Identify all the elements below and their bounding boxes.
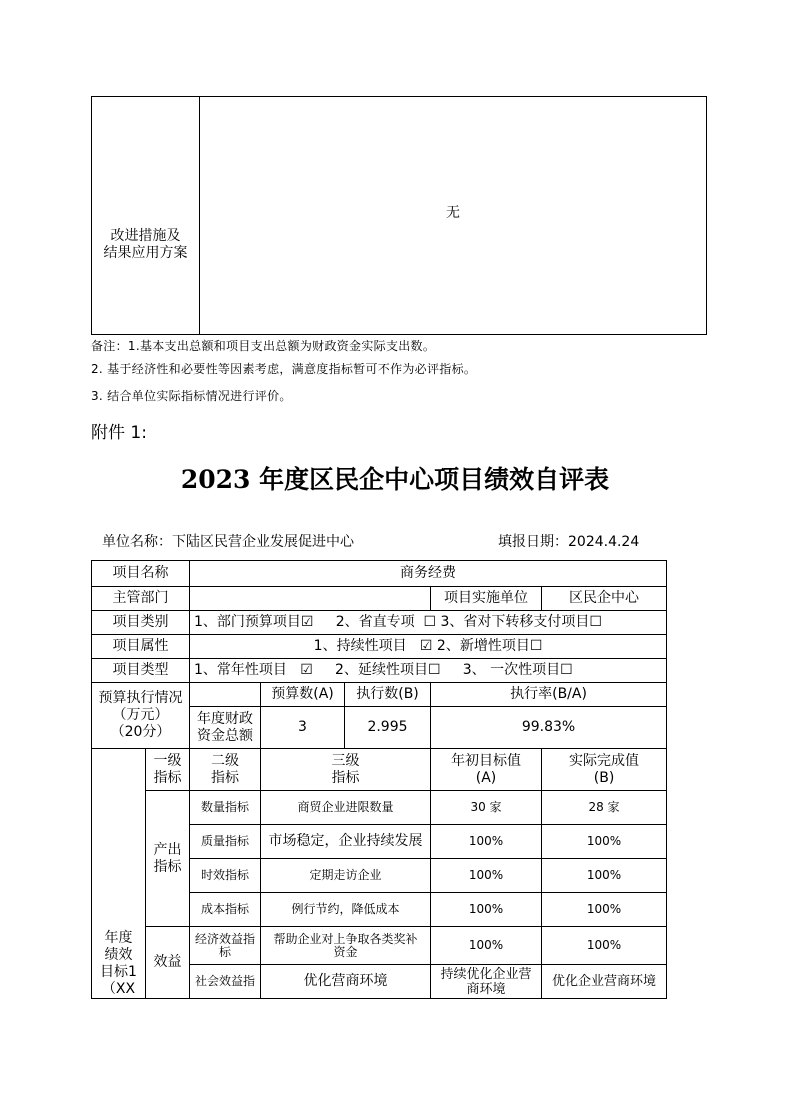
category-label: 项目类别 — [92, 611, 190, 635]
goal-label: 年度 绩效 目标1 （XX — [92, 749, 146, 999]
attr-value: 1、持续性项目 ☑ 2、新增性项目☐ — [190, 635, 667, 659]
budget-header-a: 预算数(A) — [261, 683, 345, 707]
benefit-indicator-label: 效益 — [146, 927, 190, 999]
budget-header-b: 执行数(B) — [345, 683, 431, 707]
note-line-3: 3. 结合单位实际指标情况进行评价。 — [91, 389, 292, 403]
type-label: 项目类型 — [92, 659, 190, 683]
row-actual: 100% — [542, 825, 667, 859]
row-actual: 100% — [542, 927, 667, 965]
fill-date: 填报日期：2024.4.24 — [498, 534, 640, 550]
row-level3: 市场稳定，企业持续发展 — [261, 825, 431, 859]
improvement-value: 无 — [200, 97, 707, 335]
row-level2: 社会效益指 — [190, 965, 261, 999]
row-level3: 商贸企业进限数量 — [261, 791, 431, 825]
output-indicator-label: 产出 指标 — [146, 791, 190, 927]
page-title: 2023 年度区民企中心项目绩效自评表 — [180, 465, 610, 494]
project-name-label: 项目名称 — [92, 561, 190, 587]
annex-label: 附件 1: — [91, 423, 147, 443]
row-actual: 28 家 — [542, 791, 667, 825]
row-target: 100% — [431, 893, 542, 927]
attr-label: 项目属性 — [92, 635, 190, 659]
header-actual: 实际完成值 (B) — [542, 749, 667, 791]
budget-b: 2.995 — [345, 707, 431, 749]
budget-rate: 99.83% — [431, 707, 667, 749]
row-target: 持续优化企业营 商环境 — [431, 965, 542, 999]
type-value: 1、常年性项目 ☑ 2、延续性项目☐ 3、 一次性项目☐ — [190, 659, 667, 683]
header-target: 年初目标值 (A) — [431, 749, 542, 791]
header-level3: 三级 指标 — [261, 749, 431, 791]
row-level2: 成本指标 — [190, 893, 261, 927]
row-level2: 经济效益指 标 — [190, 927, 261, 965]
improvement-label: 改进措施及 结果应用方案 — [92, 97, 200, 335]
row-level3: 例行节约，降低成本 — [261, 893, 431, 927]
row-actual: 100% — [542, 859, 667, 893]
dept-label: 主管部门 — [92, 587, 190, 611]
improvement-table — [91, 96, 707, 335]
row-target: 100% — [431, 859, 542, 893]
budget-label: 预算执行情况 （万元） （20分） — [92, 683, 190, 749]
note-line-1: 备注：1.基本支出总额和项目支出总额为财政资金实际支出数。 — [91, 339, 436, 353]
header-level1: 一级 指标 — [146, 749, 190, 791]
budget-header-rate: 执行率(B/A) — [431, 683, 667, 707]
header-level2: 二级 指标 — [190, 749, 261, 791]
budget-a: 3 — [261, 707, 345, 749]
dept-value — [190, 587, 431, 611]
row-level3: 优化营商环境 — [261, 965, 431, 999]
impl-value: 区民企中心 — [542, 587, 667, 611]
row-level2: 时效指标 — [190, 859, 261, 893]
budget-header-blank — [190, 683, 261, 707]
row-target: 30 家 — [431, 791, 542, 825]
budget-row-label: 年度财政 资金总额 — [190, 707, 261, 749]
row-level2: 质量指标 — [190, 825, 261, 859]
note-line-2: 2. 基于经济性和必要性等因素考虑，满意度指标暂可不作为必评指标。 — [91, 362, 477, 376]
performance-table — [91, 560, 667, 999]
category-value: 1、部门预算项目☑ 2、省直专项 ☐ 3、省对下转移支付项目☐ — [190, 611, 667, 635]
row-actual: 优化企业营商环境 — [542, 965, 667, 999]
row-level2: 数量指标 — [190, 791, 261, 825]
row-target: 100% — [431, 825, 542, 859]
row-actual: 100% — [542, 893, 667, 927]
row-level3: 定期走访企业 — [261, 859, 431, 893]
project-name-value: 商务经费 — [190, 561, 667, 587]
impl-label: 项目实施单位 — [431, 587, 542, 611]
unit-name: 单位名称：下陆区民营企业发展促进中心 — [102, 534, 354, 550]
row-level3: 帮助企业对上争取各类奖补 资金 — [261, 927, 431, 965]
row-target: 100% — [431, 927, 542, 965]
